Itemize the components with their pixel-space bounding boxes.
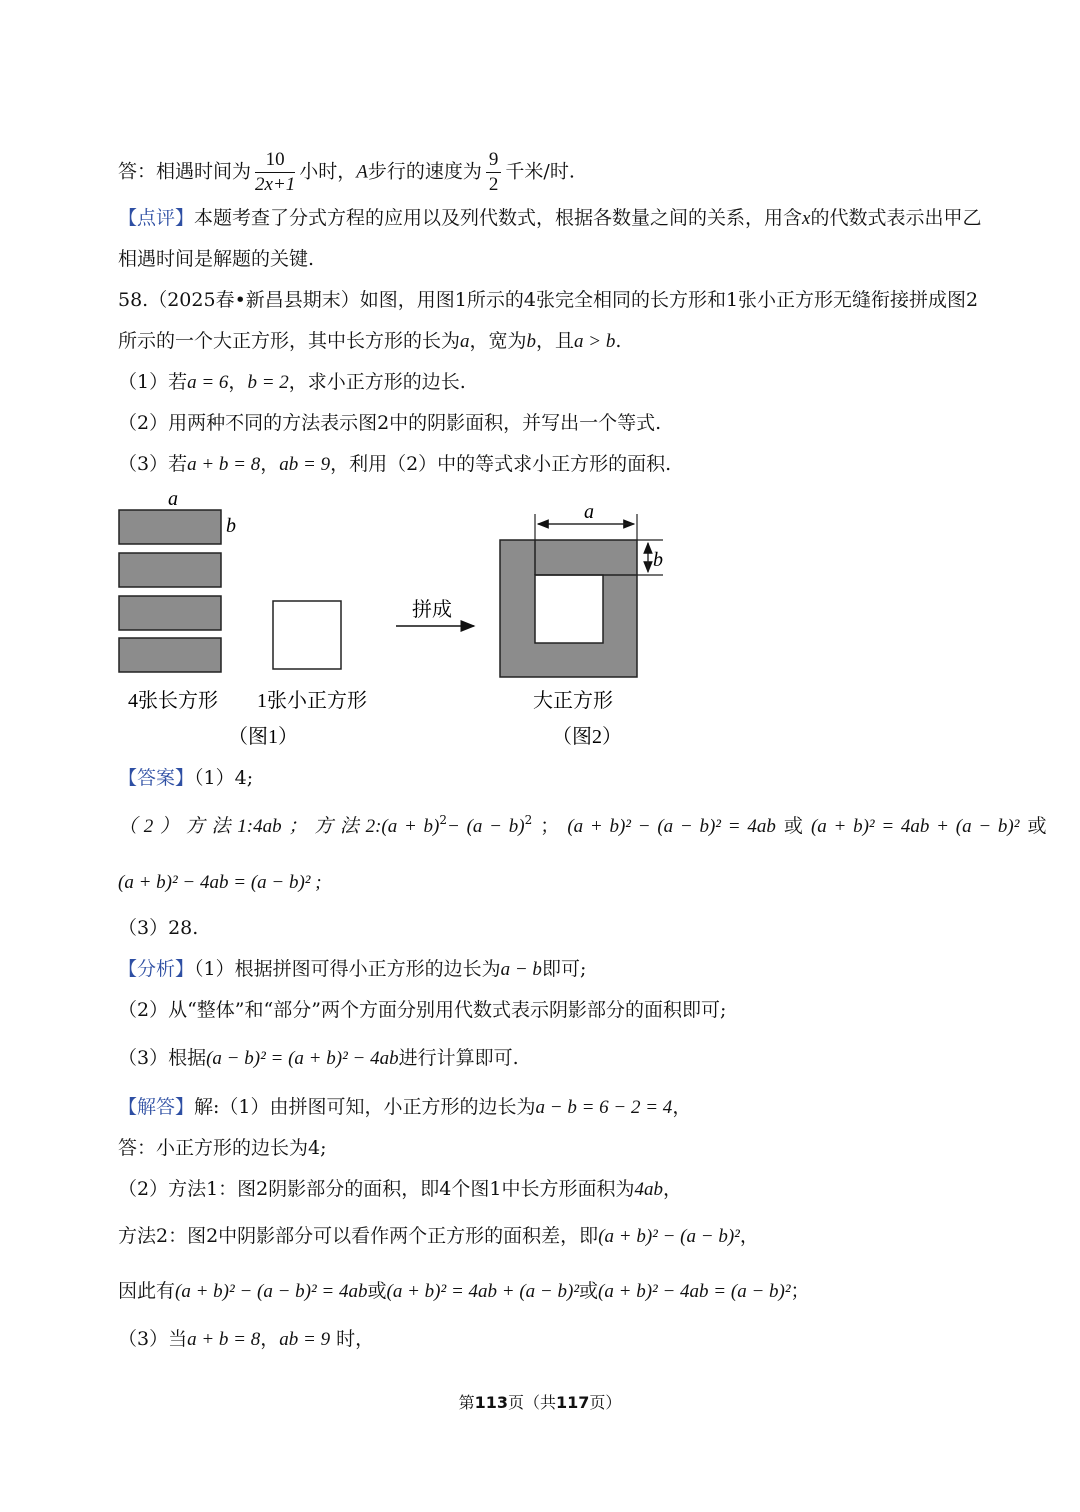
analysis-text-end: 即可; bbox=[541, 958, 587, 980]
figure bbox=[0, 480, 1080, 760]
label-a-left: a bbox=[168, 488, 178, 510]
solution-text-3-end: ， bbox=[662, 1178, 682, 1200]
problem-statement: 58.（2025春•新昌县期末）如图，用图1所示的4张完全相同的长方形和1张小正方形无缝衔接拼成图2 bbox=[118, 289, 979, 311]
question-1: （1）若a = 6，b = 2，求小正方形的边长. bbox=[118, 371, 466, 393]
expr-4ab: 4ab bbox=[634, 1179, 663, 1200]
rectangle-3 bbox=[119, 596, 221, 630]
solution-expr: a − b = 6 − 2 = 4 bbox=[535, 1097, 673, 1118]
analysis-text: （1）根据拼图可得小正方形的边长为 bbox=[194, 958, 501, 980]
solution-line-6: （3）当a + b = 8，ab = 9 时， bbox=[118, 1328, 375, 1350]
question-2-text: （2）用两种不同的方法表示图2中的阴影面积，并写出一个等式. bbox=[118, 412, 662, 434]
variable-A: A bbox=[356, 161, 368, 183]
caption-big-square: 大正方形 bbox=[533, 690, 613, 712]
prev-answer-line bbox=[118, 148, 575, 197]
caption-rectangles: 4张长方形 bbox=[128, 690, 218, 712]
solution-line-2 bbox=[118, 1134, 327, 1162]
caption-fig1: （图1） bbox=[228, 726, 298, 748]
question-3: （3）若a + b = 8，ab = 9，利用（2）中的等式求小正方形的面积. bbox=[118, 453, 672, 475]
identity-2: (a + b)² = 4ab + (a − b)² bbox=[810, 816, 1020, 837]
or-text: 或 bbox=[1027, 815, 1047, 837]
total-pages: 117 bbox=[556, 1393, 590, 1412]
fraction-denominator: 2x+1 bbox=[255, 174, 296, 195]
fraction-numerator: 9 bbox=[486, 148, 502, 173]
solution-text-5-end: ； bbox=[790, 1280, 810, 1302]
answer-line-1 bbox=[118, 764, 253, 792]
answer-line-2: （ 2 ） 方 法 1:4ab ； 方 法 2:(a + $b)^2- (a - b)^2$ ； (a + b)² − (a − b)² = 4ab 或 (a + b)² = 4ab + (a − b)² 或 bbox=[118, 813, 1047, 837]
answer-2-start: （ 2 ） 方 法 1:4ab ； 方 法 2:(a + b) bbox=[118, 816, 440, 837]
answer-tag: 【答案】 bbox=[118, 767, 195, 789]
prev-answer-mid: 小时， bbox=[299, 160, 357, 183]
question-2 bbox=[118, 409, 661, 437]
prev-answer-mid2: 步行的速度为 bbox=[367, 160, 482, 183]
comment-tag: 【点评】 bbox=[118, 207, 195, 229]
comment-line-1 bbox=[118, 204, 981, 233]
identity-1: (a + b)² − (a − b)² = 4ab bbox=[175, 1281, 368, 1302]
solution-line-3 bbox=[118, 1175, 682, 1204]
solution-text-6: （3）当 bbox=[118, 1328, 188, 1350]
analysis-line-2 bbox=[118, 996, 726, 1024]
given-b: b = 2 bbox=[247, 372, 289, 393]
caption-small-square: 1张小正方形 bbox=[257, 690, 367, 712]
rectangle-2 bbox=[119, 553, 221, 587]
page-footer bbox=[0, 1390, 1080, 1413]
problem-text: ，且 bbox=[536, 330, 575, 352]
analysis-line-3 bbox=[118, 1044, 519, 1073]
answer-1: （1）4; bbox=[194, 767, 254, 789]
solution-text-4: 方法2：图2中阴影部分可以看作两个正方形的面积差，即 bbox=[118, 1225, 599, 1247]
footer-prefix: 第 bbox=[458, 1393, 475, 1412]
condition-a-gt-b: a > b bbox=[574, 331, 616, 352]
given-product: ab = 9 bbox=[279, 1329, 331, 1350]
comment-text-2: 相遇时间是解题的关键. bbox=[118, 248, 315, 270]
answer-3: （3）28. bbox=[118, 917, 199, 939]
analysis-text-3-end: 进行计算即可. bbox=[398, 1047, 519, 1069]
inner-square bbox=[535, 575, 603, 643]
label-b-left: b bbox=[226, 515, 236, 537]
answer-line-4 bbox=[118, 914, 198, 942]
question-1-label: （1）若 bbox=[118, 371, 188, 393]
solution-text-3: （2）方法1：图2阴影部分的面积，即4个图1中长方形面积为 bbox=[118, 1178, 635, 1200]
identity-2: (a + b)² = 4ab + (a − b)² bbox=[386, 1281, 580, 1302]
comment-text-end: 的代数式表示出甲乙 bbox=[810, 207, 982, 229]
solution-text-5: 因此有 bbox=[118, 1280, 176, 1302]
given-product: ab = 9 bbox=[279, 454, 331, 475]
solution-text-6-end: 时， bbox=[336, 1328, 375, 1350]
solution-text-end: ， bbox=[672, 1096, 692, 1118]
given-sum: a + b = 8 bbox=[187, 454, 261, 475]
analysis-text-2: （2）从“整体”和“部分”两个方面分别用代数式表示阴影部分的面积即可; bbox=[118, 999, 727, 1021]
arrow-label: 拼成 bbox=[412, 599, 452, 621]
comment-text: 本题考查了分式方程的应用以及列代数式，根据各数量之间的关系，用含 bbox=[194, 207, 803, 229]
variable-x: x bbox=[802, 208, 811, 229]
expr-difference: (a + b)² − (a − b)² bbox=[598, 1226, 740, 1247]
separator: ； bbox=[540, 815, 560, 837]
meeting-time-fraction bbox=[255, 148, 295, 197]
identity-expr: (a − b)² = (a + b)² − 4ab bbox=[206, 1048, 399, 1069]
given-a: a = 6 bbox=[187, 372, 229, 393]
question-3-text: ，利用（2）中的等式求小正方形的面积. bbox=[330, 453, 672, 475]
prev-answer-prefix: 答：相遇时间为 bbox=[118, 160, 252, 183]
label-a-right: a bbox=[584, 501, 594, 523]
problem-text: ，宽为 bbox=[469, 330, 527, 352]
solution-text-2: 答：小正方形的边长为4; bbox=[118, 1137, 327, 1159]
given-sum: a + b = 8 bbox=[187, 1329, 261, 1350]
solution-text-4-end: ， bbox=[739, 1225, 759, 1247]
small-square bbox=[273, 601, 341, 669]
identity-1: (a + b)² − (a − b)² = 4ab bbox=[567, 816, 776, 837]
solution-line-1 bbox=[118, 1093, 691, 1122]
rectangle-4 bbox=[119, 638, 221, 672]
solution-tag: 【解答】 bbox=[118, 1096, 195, 1118]
answer-2-rest: − (a − b) bbox=[447, 816, 525, 837]
variable-b: b bbox=[526, 331, 537, 352]
or-text: 或 bbox=[783, 815, 803, 837]
identity-3: (a + b)² − 4ab = (a − b)² bbox=[598, 1281, 791, 1302]
analysis-tag: 【分析】 bbox=[118, 958, 195, 980]
fraction-numerator: 10 bbox=[255, 148, 295, 173]
problem-line-1 bbox=[118, 286, 978, 314]
problem-text: . bbox=[615, 330, 622, 352]
or-text: 或 bbox=[367, 1280, 387, 1302]
solution-text: 解:（1）由拼图可知，小正方形的边长为 bbox=[194, 1096, 536, 1118]
analysis-line-1 bbox=[118, 955, 586, 984]
problem-text: 所示的一个大正方形，其中长方形的长为 bbox=[118, 330, 461, 352]
footer-suffix: 页） bbox=[589, 1393, 622, 1412]
footer-mid: 页（共 bbox=[507, 1393, 556, 1412]
answer-line-3 bbox=[118, 868, 322, 897]
question-3-label: （3）若 bbox=[118, 453, 188, 475]
or-text: 或 bbox=[579, 1280, 599, 1302]
expr-a-minus-b: a − b bbox=[500, 959, 542, 980]
page-number: 113 bbox=[474, 1393, 508, 1412]
label-b-right: b bbox=[653, 549, 663, 571]
speed-fraction bbox=[486, 148, 502, 197]
comment-line-2 bbox=[118, 245, 314, 273]
problem-line-2 bbox=[118, 327, 621, 356]
rectangle-1 bbox=[119, 510, 221, 544]
prev-answer-suffix: 千米/时. bbox=[505, 160, 575, 183]
identity-3: (a + b)² − 4ab = (a − b)² ; bbox=[118, 872, 322, 893]
solution-line-4 bbox=[118, 1222, 759, 1251]
fraction-denominator: 2 bbox=[488, 174, 499, 195]
analysis-text-3: （3）根据 bbox=[118, 1047, 207, 1069]
caption-fig2: （图2） bbox=[552, 726, 622, 748]
variable-a: a bbox=[460, 331, 470, 352]
solution-line-5 bbox=[118, 1277, 810, 1306]
question-1-text: ，求小正方形的边长. bbox=[288, 371, 466, 393]
